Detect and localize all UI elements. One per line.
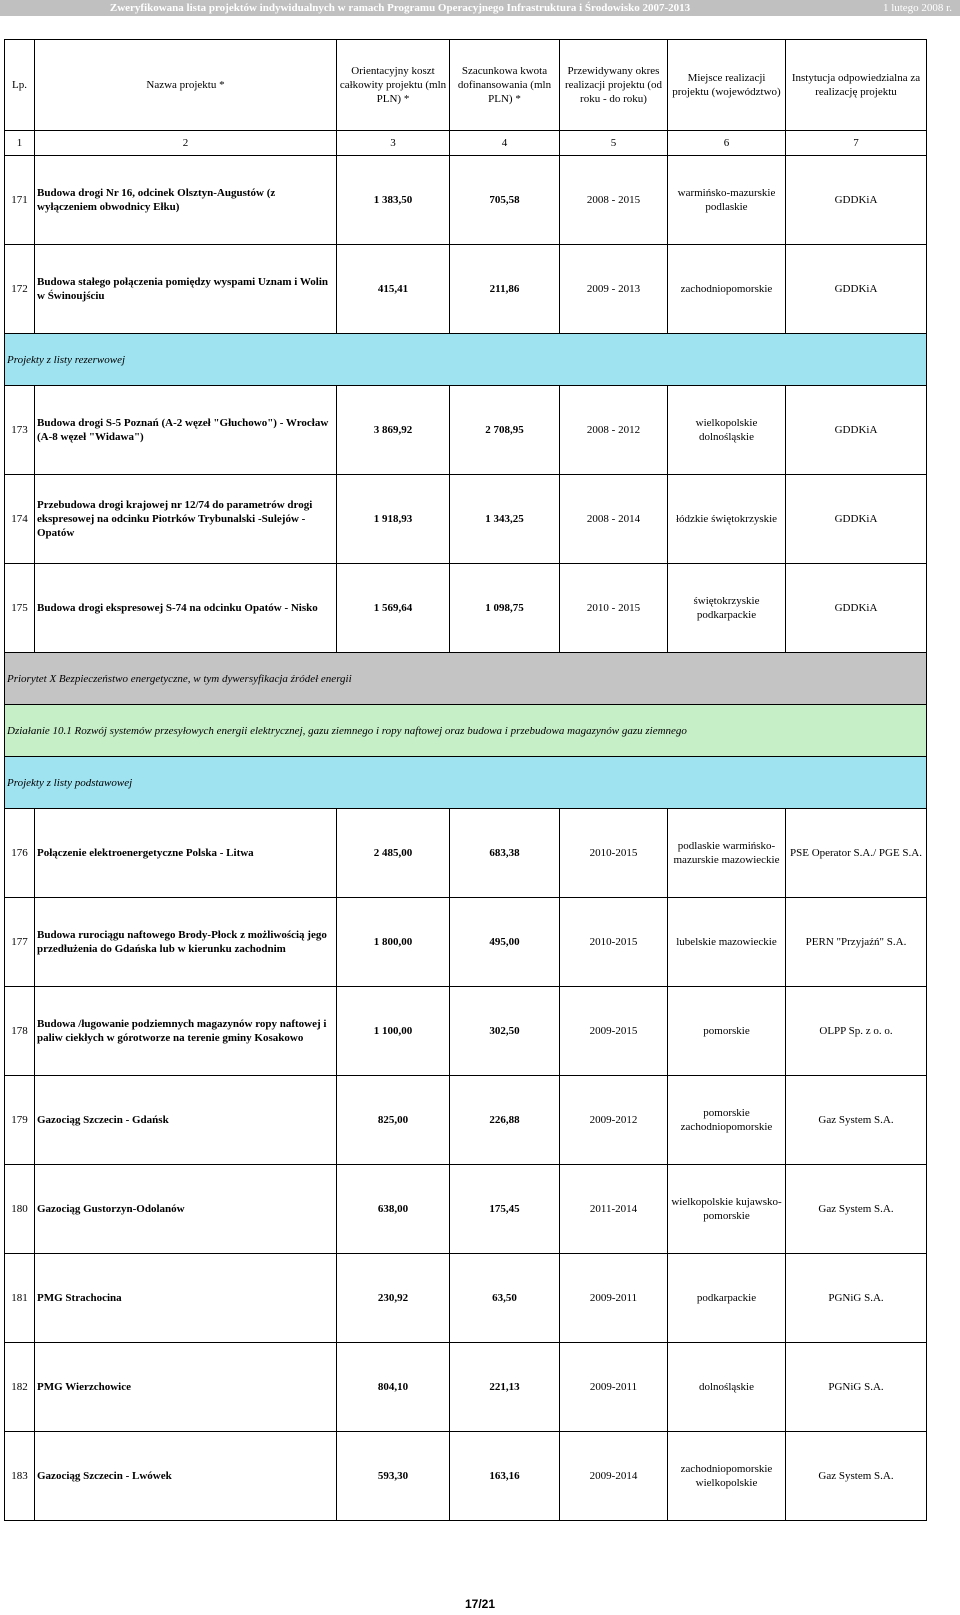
document-title: Zweryfikowana lista projektów indywidualnych w ramach Programu Operacyjnego Infrastruktura i Środowisko 2007-2013 [109, 2, 691, 14]
col-header-institution: Instytucja odpowiedzialna za realizację projektu [786, 40, 927, 131]
cell-total-cost: 2 485,00 [337, 809, 450, 898]
cell-period: 2008 - 2012 [560, 386, 668, 475]
cell-project-name: Przebudowa drogi krajowej nr 12/74 do parametrów drogi ekspresowej na odcinku Piotrków Trybunalski -Sulejów - Opatów [35, 475, 337, 564]
cell-total-cost: 1 918,93 [337, 475, 450, 564]
cell-funding: 2 708,95 [450, 386, 560, 475]
cell-total-cost: 1 800,00 [337, 898, 450, 987]
cell-project-name: PMG Strachocina [35, 1254, 337, 1343]
cell-period: 2009-2014 [560, 1432, 668, 1521]
column-number: 1 [5, 131, 35, 156]
cell-institution: Gaz System S.A. [786, 1432, 927, 1521]
column-number: 5 [560, 131, 668, 156]
col-header-name: Nazwa projektu * [35, 40, 337, 131]
cell-total-cost: 415,41 [337, 245, 450, 334]
page-number: 17/21 [464, 1597, 496, 1611]
cell-institution: PSE Operator S.A./ PGE S.A. [786, 809, 927, 898]
cell-funding: 495,00 [450, 898, 560, 987]
section-reserve-row [5, 334, 927, 386]
cell-project-name: Budowa /ługowanie podziemnych magazynów ropy naftowej i paliw ciekłych w górotworze na terenie gminy Kosakowo [35, 987, 337, 1076]
section-action-label: Działanie 10.1 Rozwój systemów przesyłowych energii elektrycznej, gazu ziemnego i ropy naftowej oraz budowa i przebudowa magazynów gazu ziemnego [5, 705, 927, 757]
cell-project-name: PMG Wierzchowice [35, 1343, 337, 1432]
cell-lp: 183 [5, 1432, 35, 1521]
cell-region: podlaskie warmińsko-mazurskie mazowieckie [668, 809, 786, 898]
cell-period: 2010-2015 [560, 898, 668, 987]
cell-region: łódzkie świętokrzyskie [668, 475, 786, 564]
cell-project-name: Budowa drogi ekspresowej S-74 na odcinku Opatów - Nisko [35, 564, 337, 653]
cell-lp: 178 [5, 987, 35, 1076]
cell-period: 2010 - 2015 [560, 564, 668, 653]
cell-period: 2009-2012 [560, 1076, 668, 1165]
cell-lp: 177 [5, 898, 35, 987]
cell-funding: 1 343,25 [450, 475, 560, 564]
cell-institution: OLPP Sp. z o. o. [786, 987, 927, 1076]
cell-lp: 174 [5, 475, 35, 564]
table-row [5, 1343, 927, 1432]
cell-lp: 182 [5, 1343, 35, 1432]
cell-institution: Gaz System S.A. [786, 1165, 927, 1254]
table-row [5, 809, 927, 898]
col-header-cost: Orientacyjny koszt całkowity projektu (mln PLN) * [337, 40, 450, 131]
column-number: 2 [35, 131, 337, 156]
section-priority-label: Priorytet X Bezpieczeństwo energetyczne, w tym dywersyfikacja źródeł energii [5, 653, 927, 705]
cell-period: 2009-2015 [560, 987, 668, 1076]
column-number-row [5, 131, 927, 156]
cell-region: dolnośląskie [668, 1343, 786, 1432]
cell-institution: GDDKiA [786, 386, 927, 475]
cell-funding: 175,45 [450, 1165, 560, 1254]
cell-funding: 63,50 [450, 1254, 560, 1343]
section-priority-row [5, 653, 927, 705]
cell-funding: 1 098,75 [450, 564, 560, 653]
col-header-lp: Lp. [5, 40, 35, 131]
cell-period: 2009-2011 [560, 1254, 668, 1343]
cell-total-cost: 230,92 [337, 1254, 450, 1343]
cell-funding: 226,88 [450, 1076, 560, 1165]
table-row [5, 156, 927, 245]
cell-funding: 163,16 [450, 1432, 560, 1521]
cell-period: 2009 - 2013 [560, 245, 668, 334]
cell-region: świętokrzyskie podkarpackie [668, 564, 786, 653]
document-header [0, 0, 960, 16]
cell-lp: 176 [5, 809, 35, 898]
table-row [5, 1254, 927, 1343]
cell-lp: 180 [5, 1165, 35, 1254]
cell-project-name: Budowa drogi Nr 16, odcinek Olsztyn-Augustów (z wyłączeniem obwodnicy Ełku) [35, 156, 337, 245]
cell-total-cost: 3 869,92 [337, 386, 450, 475]
cell-funding: 211,86 [450, 245, 560, 334]
table-row [5, 564, 927, 653]
table-row [5, 1432, 927, 1521]
section-action-row [5, 705, 927, 757]
cell-project-name: Gazociąg Gustorzyn-Odolanów [35, 1165, 337, 1254]
table-row [5, 898, 927, 987]
cell-lp: 179 [5, 1076, 35, 1165]
cell-total-cost: 1 100,00 [337, 987, 450, 1076]
cell-institution: PGNiG S.A. [786, 1254, 927, 1343]
table-body [5, 40, 927, 1521]
column-number: 3 [337, 131, 450, 156]
cell-funding: 221,13 [450, 1343, 560, 1432]
column-number: 7 [786, 131, 927, 156]
cell-total-cost: 804,10 [337, 1343, 450, 1432]
column-number: 4 [450, 131, 560, 156]
cell-institution: GDDKiA [786, 475, 927, 564]
cell-institution: GDDKiA [786, 156, 927, 245]
cell-project-name: Budowa rurociągu naftowego Brody-Płock z możliwością jego przedłużenia do Gdańska lub w kierunku zachodnim [35, 898, 337, 987]
table-header-row [5, 40, 927, 131]
cell-institution: Gaz System S.A. [786, 1076, 927, 1165]
cell-period: 2008 - 2014 [560, 475, 668, 564]
section-reserve-label: Projekty z listy rezerwowej [5, 334, 927, 386]
table-row [5, 1076, 927, 1165]
cell-region: pomorskie [668, 987, 786, 1076]
projects-table [4, 39, 927, 1521]
cell-project-name: Gazociąg Szczecin - Gdańsk [35, 1076, 337, 1165]
col-header-region: Miejsce realizacji projektu (województwo) [668, 40, 786, 131]
cell-total-cost: 638,00 [337, 1165, 450, 1254]
col-header-funding: Szacunkowa kwota dofinansowania (mln PLN) * [450, 40, 560, 131]
cell-institution: GDDKiA [786, 245, 927, 334]
table-row [5, 245, 927, 334]
cell-lp: 171 [5, 156, 35, 245]
cell-period: 2008 - 2015 [560, 156, 668, 245]
cell-project-name: Budowa drogi S-5 Poznań (A-2 węzeł "Głuchowo") - Wrocław (A-8 węzeł "Widawa") [35, 386, 337, 475]
cell-region: lubelskie mazowieckie [668, 898, 786, 987]
cell-lp: 181 [5, 1254, 35, 1343]
cell-region: pomorskie zachodniopomorskie [668, 1076, 786, 1165]
cell-period: 2009-2011 [560, 1343, 668, 1432]
cell-funding: 683,38 [450, 809, 560, 898]
table-row [5, 987, 927, 1076]
cell-lp: 172 [5, 245, 35, 334]
cell-period: 2011-2014 [560, 1165, 668, 1254]
table-row [5, 1165, 927, 1254]
cell-total-cost: 1 569,64 [337, 564, 450, 653]
table-row [5, 475, 927, 564]
document-date: 1 lutego 2008 r. [882, 2, 952, 14]
cell-region: wielkopolskie dolnośląskie [668, 386, 786, 475]
cell-region: zachodniopomorskie [668, 245, 786, 334]
cell-lp: 173 [5, 386, 35, 475]
section-basic-label: Projekty z listy podstawowej [5, 757, 927, 809]
cell-region: wielkopolskie kujawsko-pomorskie [668, 1165, 786, 1254]
section-basic-row [5, 757, 927, 809]
cell-funding: 302,50 [450, 987, 560, 1076]
cell-project-name: Połączenie elektroenergetyczne Polska - Litwa [35, 809, 337, 898]
cell-total-cost: 825,00 [337, 1076, 450, 1165]
cell-total-cost: 593,30 [337, 1432, 450, 1521]
cell-total-cost: 1 383,50 [337, 156, 450, 245]
cell-region: warmińsko-mazurskie podlaskie [668, 156, 786, 245]
cell-region: podkarpackie [668, 1254, 786, 1343]
cell-lp: 175 [5, 564, 35, 653]
cell-region: zachodniopomorskie wielkopolskie [668, 1432, 786, 1521]
cell-funding: 705,58 [450, 156, 560, 245]
col-header-period: Przewidywany okres realizacji projektu (od roku - do roku) [560, 40, 668, 131]
cell-institution: PGNiG S.A. [786, 1343, 927, 1432]
cell-institution: GDDKiA [786, 564, 927, 653]
cell-institution: PERN "Przyjaźń" S.A. [786, 898, 927, 987]
cell-period: 2010-2015 [560, 809, 668, 898]
cell-project-name: Budowa stałego połączenia pomiędzy wyspami Uznam i Wolin w Świnoujściu [35, 245, 337, 334]
table-row [5, 386, 927, 475]
cell-project-name: Gazociąg Szczecin - Lwówek [35, 1432, 337, 1521]
column-number: 6 [668, 131, 786, 156]
